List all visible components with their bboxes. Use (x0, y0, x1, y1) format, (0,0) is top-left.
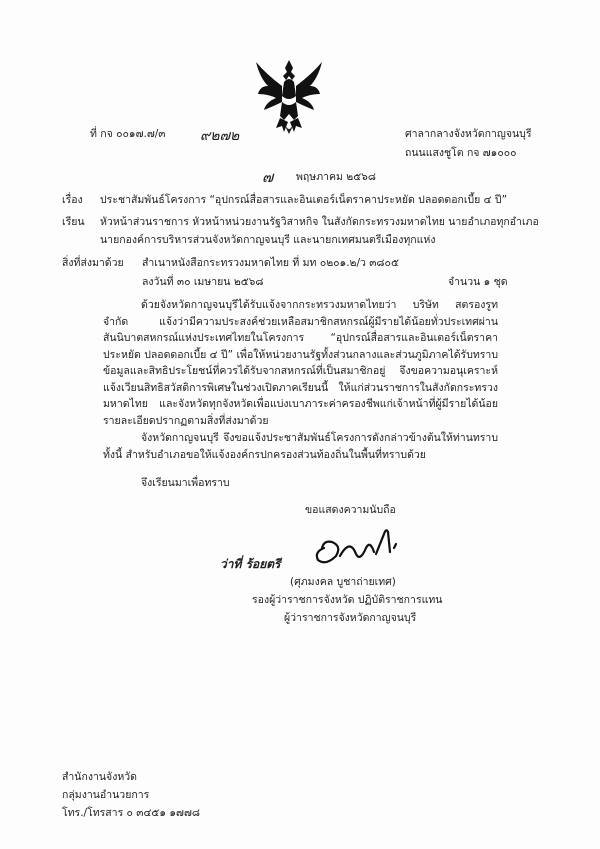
signer-name: (ศุภมงคล บูชาถ่ายเทศ) (290, 576, 396, 588)
handwritten-rank: ว่าที่ ร้อยตรี (220, 557, 281, 571)
footer-division: กลุ่มงานอำนวยการ (62, 789, 150, 801)
date-month-year: พฤษภาคม ๒๕๖๘ (296, 171, 376, 183)
handwritten-signature (310, 518, 420, 568)
enclosure-line1: สำเนาหนังสือกระทรวงมหาดไทย ที่ มท ๐๒๐๑.๒/ว ๓๘๐๕ (142, 257, 399, 269)
enclosure-label: สิ่งที่ส่งมาด้วย (62, 257, 124, 269)
subject-text: ประชาสัมพันธ์โครงการ “อุปกรณ์สื่อสารและอินเตอร์เน็ตราคาประหยัด ปลอดดอกเบี้ย ๔ ปี” (100, 194, 508, 206)
signer-position-2: ผู้ว่าราชการจังหวัดกาญจนบุรี (284, 612, 417, 624)
handwritten-number: ๙๒๗๒ (200, 128, 240, 144)
garuda-emblem (254, 56, 324, 136)
office-address-line2: ถนนแสงชูโต กจ ๗๑๐๐๐ (405, 147, 517, 159)
signer-position-1: รองผู้ว่าราชการจังหวัด ปฏิบัติราชการแทน (252, 594, 443, 606)
subject-label: เรื่อง (62, 194, 83, 206)
body-paragraph-2: จังหวัดกาญจนบุรี จึงขอแจ้งประชาสัมพันธ์โครงการดังกล่าวข้างต้นให้ท่านทราบ ทั้งนี้ สำหรับอำเภอขอให้แจ้งองค์กรปกครองส่วนท้องถิ่นในพื้นที่ทราบด้วย (103, 432, 498, 461)
date-day: ๗ (262, 168, 274, 186)
document-number: ที่ กจ ๐๐๑๗.๗/๓ (90, 128, 166, 140)
footer-phone: โทร./โทรสาร ๐ ๓๔๕๑ ๑๗๗๘ (62, 807, 200, 819)
office-address-line1: ศาลากลางจังหวัดกาญจนบุรี (405, 128, 532, 140)
recipient-line2: นายกองค์การบริหารส่วนจังหวัดกาญจนบุรี และนายกเทศมนตรีเมืองทุกแห่ง (100, 234, 436, 246)
body-paragraph-1: ด้วยจังหวัดกาญจนบุรีได้รับแจ้งจากกระทรวงมหาดไทยว่า บริษัท สตรองรูท จำกัด แจ้งว่ามีความประสงค์ช่วยเหลือสมาชิกสหกรณ์ผู้มีรายได้น้อยทั่วประเทศผ่านสันนิบาตสหกรณ์แห่งประเทศไทยในโครงการ “อุปกรณ์สื่อสารและอินเตอร์เน็ตราคาประหยัด ปลอดดอกเบี้ย ๔ ปี” เพื่อให้หน่วยงานรัฐทั้งส่วนกลางและส่วนภูมิภาคได้รับทราบข้อมูลและสิทธิประโยชน์ที่ควรได้รับจากสหกรณ์ที่เป็นสมาชิกอยู่ จึงขอความอนุเคราะห์แจ้งเวียนสิทธิสวัสดิการพิเศษในช่วงเปิดภาคเรียนนี้ ให้แก่ส่วนราชการในสังกัดกระทรวงมหาดไทย และจังหวัดทุกจังหวัดเพื่อแบ่งเบาภาระค่าครองชีพแก่เจ้าหน้าที่ผู้มีรายได้น้อย รายละเอียดปรากฏตามสิ่งที่ส่งมาด้วย (103, 299, 498, 427)
enclosure-line2: ลงวันที่ ๓๐ เมษายน ๒๕๖๘ (142, 276, 264, 288)
recipient-label: เรียน (62, 216, 85, 228)
recipient-line1: หัวหน้าส่วนราชการ หัวหน้าหน่วยงานรัฐวิสาหกิจ ในสังกัดกระทรวงมหาดไทย นายอำเภอทุกอำเภอ (100, 216, 539, 228)
enclosure-count: จำนวน ๑ ชุด (448, 276, 508, 288)
closing-text: ขอแสดงความนับถือ (305, 504, 396, 516)
footer-office: สำนักงานจังหวัด (62, 771, 137, 783)
body-paragraph-3: จึงเรียนมาเพื่อทราบ (141, 477, 230, 489)
